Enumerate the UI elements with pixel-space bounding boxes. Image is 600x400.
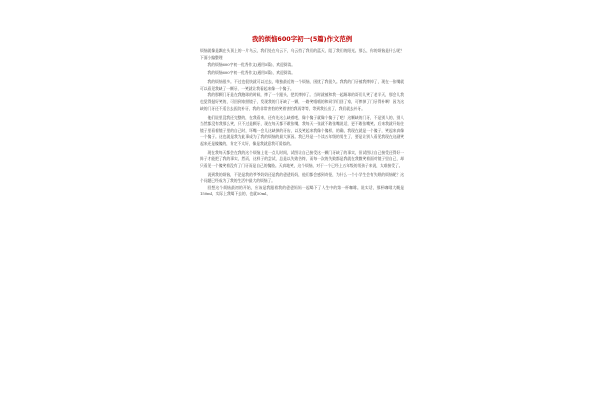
paragraph-6: 回想这个烦恼最初的开始，应该是我跟着我的爸爸妈妈一起喝下了人生中的第一杯咖啡。说实话，那杯咖啡大概是150ml，实际上我喝下去的，也就50ml，	[200, 185, 404, 197]
paragraph-2: 我的那颗门牙是在我跑球的时候，摔了一个跟头，把其摔掉了。当时就被和我一起踢球的哥们儿笑了老半天，那会儿我也觉得挺好笑的，可回到家照镜子，发现我的门牙缺了一颗，一路笑嘻嘻的和同学们回了家，可摔掉了门牙得补啊！因为这缺的门牙还不适合去医院补牙，我的非常害怕的笑着害怕我再等等，等到我长出了，我们就去补牙。	[200, 93, 404, 111]
paragraph-heading: 我的烦恼600字初一优秀作文(通用5篇)，欢迎阅读。	[207, 71, 295, 76]
document-title: 我的烦恼600字初一(5篇)作文范例	[251, 35, 353, 43]
paragraph-4: 现在我每天都会在我的这个烦恼上花一点儿时间，试图让自己接受这一颗门牙缺了的事实，但试图让自己接受还得好一阵子才能把了我的事实，然而，这样子的尝试，总是以失败告终，而每一次的失败都是我就在我微笑着面对镜子里自己，却只看见一个傻笑着没有了门牙而是自己的傻脸。天真地笑，这个烦恼，对于一个已经上五年级的男孩子来说，太难接受了。	[200, 150, 404, 168]
paragraph-5: 说到我的烦恼，不论是我的爷爷奶奶还是我的爸爸妈妈，他们都会感到奇怪，为什么一个小学生会有失眠的烦恼呢？这个问题已经成为了我的生活中最大的烦恼了。	[200, 172, 404, 184]
paragraph-intro: 烦恼就像是飘在头顶上的一片乌云，我们处在乌云下，乌云挡了我们的蓝天，阻了我们的阳光。那么，你的烦恼是什么呢？下面小编整理	[200, 49, 404, 60]
document-page	[200, 36, 404, 198]
paragraph-1: 我的烦恼很多。不过也很快就可以过去，唯独最近的一个烦恼，困扰了我很久。我我的门牙被我摔掉了，现在一张嘴就可以看见我缺了一颗牙，一笑就让我看起来像一个傻子。	[200, 80, 404, 91]
paragraph-intro-tail: 我的烦恼600字初一优秀作文(通用5篇)，欢迎阅读。	[207, 62, 295, 67]
paragraph-3: 他们说里没我还完整的，在我看来，还有先这么缺着吧，像个傻子就像个傻子了吧！这颗缺的门牙，不是别人的，别人当然都没有我那么笑，只不过是颗牙，现在每天都不敢张嘴，我每天一张就不敢张嘴说话，更不敢张嘴笑。后来我就开始往镜子里看着镜子里的自己时，坏嘴一会儿这缺掉的牙齿，以及笑起来我像个傻样，的确，我现在就是一个傻子，笑起来真像一个傻子。这也就是我为此事成为了我的烦恼的最大原因。我已经是一个读五年级的男生了，要是让别人看见我现在这副笑起来还是傻傻的，肯定不太好，像是我就意我可爱似的。	[200, 115, 404, 146]
